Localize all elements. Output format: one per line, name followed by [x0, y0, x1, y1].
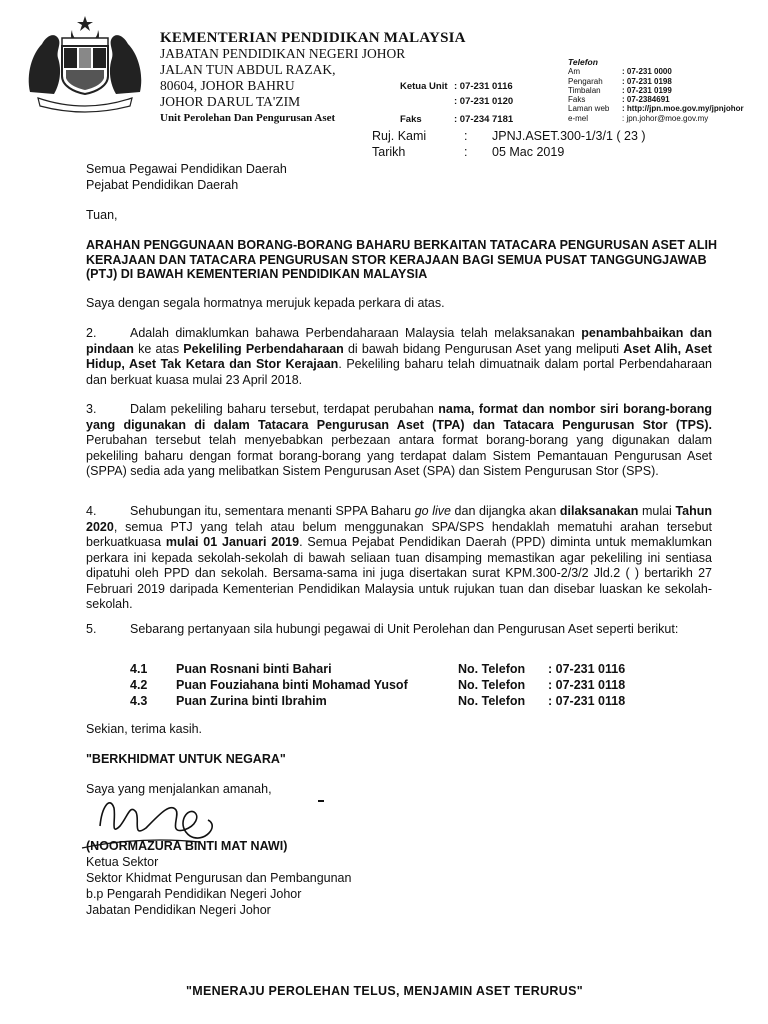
officer-contact-list: [130, 661, 625, 709]
officer-phone: : 07-231 0116: [548, 662, 626, 676]
paragraph-5: 5. Sebarang pertanyaan sila hubungi pegawai di Unit Perolehan dan Pengurusan Aset seperti berikut:: [86, 622, 679, 636]
telefon-key: Laman web: [568, 104, 610, 114]
recipient-line-2: Pejabat Pendidikan Daerah: [86, 177, 239, 192]
unit-contact: [400, 79, 513, 127]
closing-motto: "BERKHIDMAT UNTUK NEGARA": [86, 752, 286, 766]
telefon-key: e-mel: [568, 113, 589, 123]
website-link[interactable]: : http://jpn.moe.gov.my/jpnjohor: [622, 104, 744, 114]
department-name: JABATAN PENDIDIKAN NEGERI JOHOR: [160, 46, 406, 61]
recipient: [86, 162, 712, 193]
ketua-unit-label: Ketua Unit: [400, 81, 448, 92]
ministry-crest-logo: [24, 14, 146, 114]
salutation: Tuan,: [86, 208, 118, 222]
recipient-line-1: Semua Pegawai Pendidikan Daerah: [86, 162, 287, 176]
ruj-label: Ruj. Kami: [372, 129, 427, 143]
ruj-value: JPNJ.ASET.300-1/3/1 ( 23 ): [492, 129, 646, 143]
list-item: 4.2 Puan Fouziahana binti Mohamad Yusof No. Telefon : 07-231 0118: [130, 678, 626, 692]
footer-slogan: "MENERAJU PEROLEHAN TELUS, MENJAMIN ASET TERURUS": [186, 984, 583, 998]
list-item: 4.1 Puan Rosnani binti Bahari No. Telefon : 07-231 0116: [130, 662, 626, 676]
telefon-key: Faks: [568, 95, 586, 105]
signatory-title-1: Ketua Sektor: [86, 855, 159, 869]
ministry-name: KEMENTERIAN PENDIDIKAN MALAYSIA: [160, 30, 466, 46]
paragraph-number: 3.: [86, 402, 97, 416]
signatory: [86, 838, 351, 918]
email-link[interactable]: : jpn.johor@moe.gov.my: [622, 113, 709, 123]
telefon-block: [568, 58, 744, 123]
signatory-title-3: b.p Pengarah Pendidikan Negeri Johor: [86, 887, 302, 901]
signatory-title-4: Jabatan Pendidikan Negeri Johor: [86, 903, 271, 917]
address-line-3: JOHOR DARUL TA'ZIM: [160, 94, 301, 109]
ketua-unit-phone-2: : 07-231 0120: [454, 96, 514, 107]
telefon-key: Timbalan: [568, 85, 601, 95]
ink-mark: [318, 800, 324, 802]
paragraph-4: 4. Sehubungan itu, sementara menanti SPPA Baharu go live dan dijangka akan dilaksanakan mulai Tahun 2020, semua PTJ yang telah atau belum menggunakan SPA/SPS hendaklah mematuhi arahan tersebut berkuatkuasa mulai 01 Januari 2019. Semua Pejabat Pendidikan Daerah (PPD) diminta untuk memaklumkan perkara ini kepada sekolah-sekolah di bawah seliaan tuan disamping memastikan agar pekeliling ini sentiasa dipatuhi oleh PPD dan sekolah. Bersama-sama ini juga disertakan surat KPM.300-2/3/2 Jld.2 ( ) bertarikh 27 Februari 2019 daripada Kementerian Pendidikan Malaysia untuk rujukan tuan dan disebar luaskan ke sekolah-sekolah.: [86, 504, 713, 611]
officer-name: Puan Rosnani binti Bahari: [176, 662, 332, 676]
subject-heading: ARAHAN PENGGUNAAN BORANG-BORANG BAHARU BERKAITAN TATACARA PENGURUSAN ASET ALIH KERAJAAN DAN TATACARA PENGURUSAN STOR KERAJAAN BAGI SEMUA PUSAT TANGGUNGJAWAB (PTJ) DI BAWAH KEMENTERIAN PENDIDIKAN MALAYSIA: [86, 238, 717, 281]
telefon-key: Pengarah: [568, 76, 603, 86]
paragraph-number: 5.: [86, 622, 97, 636]
officer-phone: : 07-231 0118: [548, 678, 626, 692]
telefon-value: : 07-231 0000: [622, 67, 672, 77]
paragraph-number: 4.: [86, 504, 97, 518]
tarikh-label: Tarikh: [372, 145, 406, 159]
telefon-key: Am: [568, 67, 580, 77]
telefon-value: : 07-231 0199: [622, 85, 672, 95]
closing-servant: Saya yang menjalankan amanah,: [86, 782, 272, 796]
faks-value: : 07-234 7181: [454, 114, 514, 125]
list-item: 4.3 Puan Zurina binti Ibrahim No. Telefon : 07-231 0118: [130, 694, 626, 708]
tarikh-value: 05 Mac 2019: [492, 145, 565, 159]
officer-phone: : 07-231 0118: [548, 694, 626, 708]
unit-name: Unit Perolehan Dan Pengurusan Aset: [160, 112, 336, 124]
telefon-value: : 07-231 0198: [622, 76, 672, 86]
address-line-1: JALAN TUN ABDUL RAZAK,: [160, 62, 336, 77]
signatory-title-2: Sektor Khidmat Pengurusan dan Pembangunan: [86, 871, 352, 885]
officer-name: Puan Zurina binti Ibrahim: [176, 694, 327, 708]
paragraph-number: 2.: [86, 326, 97, 340]
signatory-name: (NOORMAZURA BINTI MAT NAWI): [86, 839, 288, 853]
officer-name: Puan Fouziahana binti Mohamad Yusof: [176, 678, 408, 692]
faks-label: Faks: [400, 114, 422, 125]
paragraph-2: 2. Adalah dimaklumkan bahawa Perbendaharaan Malaysia telah melaksanakan penambahbaikan dan pindaan ke atas Pekeliling Perbendaharaan di bawah bidang Pengurusan Aset yang meliputi Aset Alih, Aset Hidup, Aset Tak Ketara dan Stor Kerajaan. Pekeliling baharu telah dimuatnaik dalam portal Perbendaharaan dan berkuat kuasa mulai 23 April 2018.: [86, 326, 712, 387]
intro-paragraph: Saya dengan segala hormatnya merujuk kepada perkara di atas.: [86, 296, 445, 310]
ketua-unit-phone-1: : 07-231 0116: [454, 81, 513, 92]
telefon-heading: Telefon: [568, 57, 598, 67]
closing-thanks: Sekian, terima kasih.: [86, 722, 203, 736]
telefon-value: : 07-2384691: [622, 95, 670, 105]
reference-block: Ruj. Kami : JPNJ.ASET.300-1/3/1 ( 23 ) Tarikh : 05 Mac 2019: [372, 129, 646, 159]
address-line-2: 80604, JOHOR BAHRU: [160, 78, 295, 93]
paragraph-3: 3. Dalam pekeliling baharu tersebut, terdapat perubahan nama, format dan nombor siri borang-borang yang digunakan di dalam Tatacara Pengurusan Aset (TPA) dan Tatacara Pengurusan Stor (TPS). Perubahan tersebut telah menyebabkan perbezaan antara format borang-borang yang digunakan dalam pekeliling baharu dengan format borang-borang yang terdapat dalam Sistem Pemantauan Pengurusan Aset (SPPA) sedia ada yang melibatkan Sistem Pengurusan Aset (SPA) dan Sistem Pengurusan Stor (SPS).: [86, 402, 712, 478]
